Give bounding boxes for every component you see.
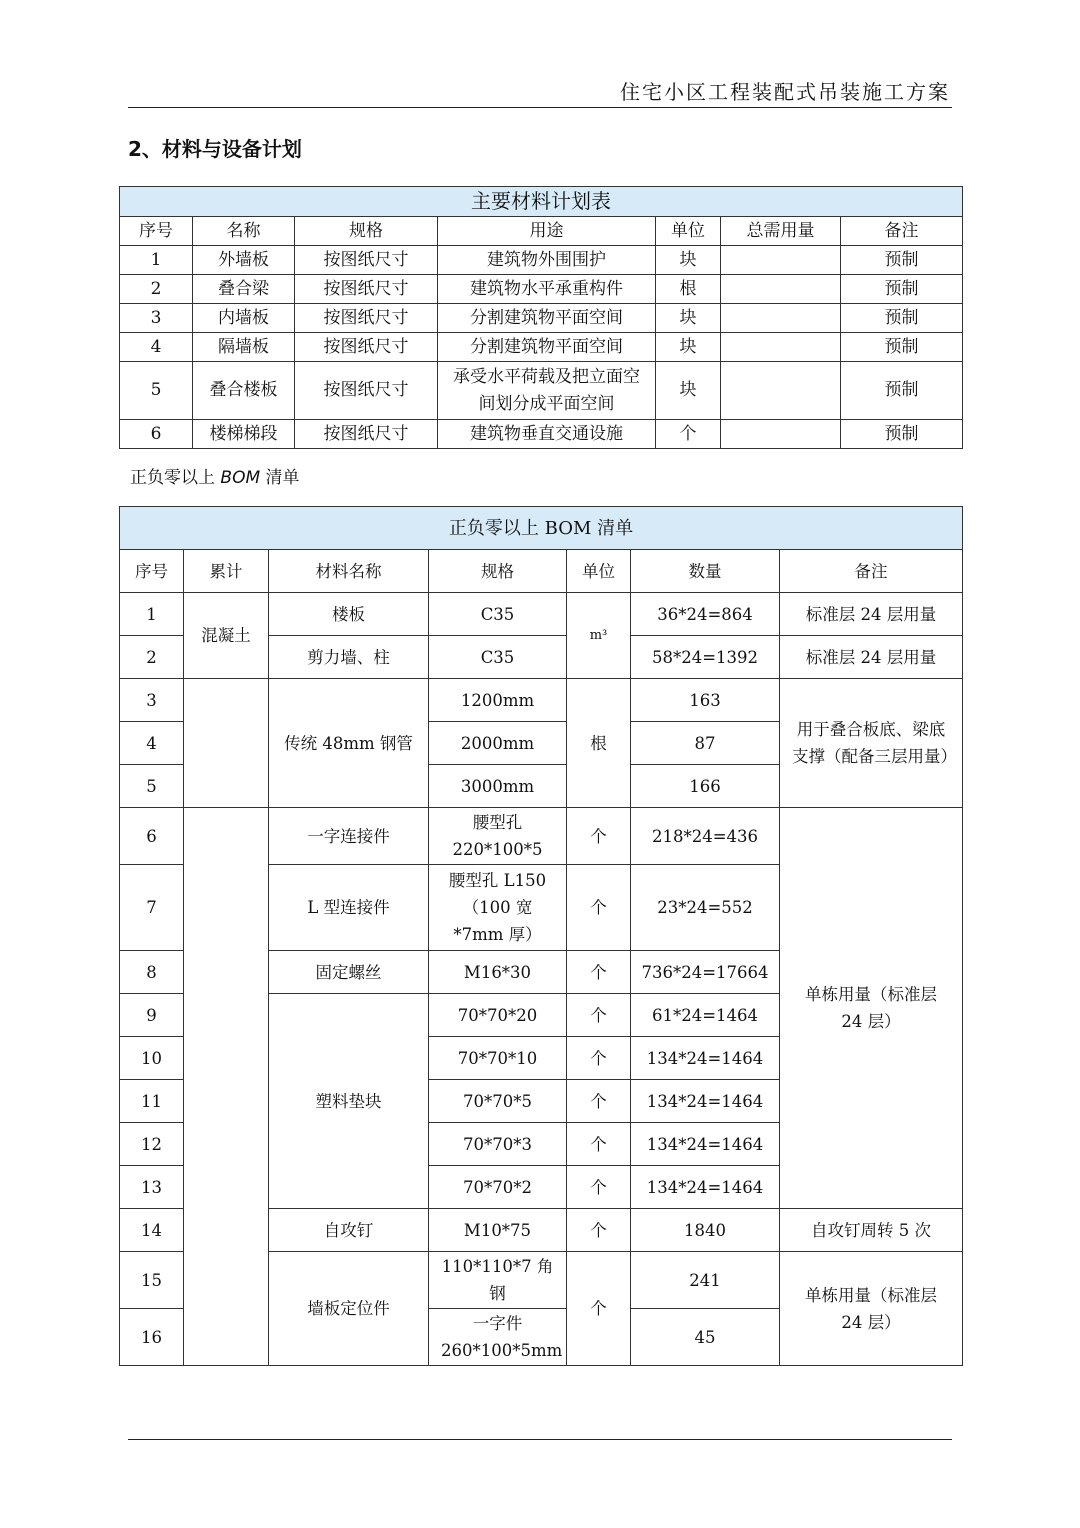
header-cell: 规格: [295, 217, 438, 246]
cell: 预制: [841, 333, 963, 362]
bom-caption: [130, 464, 300, 492]
cell: 预制: [841, 304, 963, 333]
cell: 9: [120, 994, 184, 1037]
cell: 1: [120, 246, 193, 275]
cell: [721, 304, 841, 333]
cell: 单栋用量（标准层 24 层）: [780, 808, 963, 1209]
header-cell: 累计: [184, 550, 269, 593]
cell: 70*70*2: [429, 1166, 567, 1209]
cell: 个: [567, 951, 631, 994]
table-caption: 主要材料计划表: [120, 187, 963, 217]
cell: 58*24=1392: [631, 636, 780, 679]
section-title: 2、材料与设备计划: [128, 137, 302, 161]
cell: [721, 362, 841, 420]
cell: 墙板定位件: [269, 1252, 429, 1366]
cell: 个: [567, 994, 631, 1037]
cell: 11: [120, 1080, 184, 1123]
cell: 叠合楼板: [193, 362, 295, 420]
cell: 个: [567, 1080, 631, 1123]
cell: 个: [656, 420, 721, 449]
cell: 腰型孔 220*100*5: [429, 808, 567, 865]
cell: [184, 808, 269, 1366]
cell: 按图纸尺寸: [295, 333, 438, 362]
cell: 内墙板: [193, 304, 295, 333]
cell: 2: [120, 275, 193, 304]
cell: 建筑物垂直交通设施: [438, 420, 656, 449]
cell: 1840: [631, 1209, 780, 1252]
cell: 楼梯梯段: [193, 420, 295, 449]
cell: 腰型孔 L150（100 宽*7mm 厚）: [429, 865, 567, 951]
cell: 单栋用量（标准层 24 层）: [780, 1252, 963, 1366]
cell: 分割建筑物平面空间: [438, 333, 656, 362]
cell: 建筑物水平承重构件: [438, 275, 656, 304]
cell: 根: [567, 679, 631, 808]
cell: 预制: [841, 362, 963, 420]
cell: 163: [631, 679, 780, 722]
footer-divider: [128, 1439, 952, 1440]
cell: 16: [120, 1309, 184, 1366]
cell: 70*70*20: [429, 994, 567, 1037]
header-cell: 备注: [780, 550, 963, 593]
cell: 根: [656, 275, 721, 304]
cell: 15: [120, 1252, 184, 1309]
cell: 166: [631, 765, 780, 808]
cell: 隔墙板: [193, 333, 295, 362]
cell: 134*24=1464: [631, 1037, 780, 1080]
cell: 个: [567, 808, 631, 865]
cell: 个: [567, 865, 631, 951]
cell: 个: [567, 1166, 631, 1209]
cell: 用于叠合板底、梁底支撑（配备三层用量）: [780, 679, 963, 808]
cell: [721, 420, 841, 449]
cell: 6: [120, 420, 193, 449]
table-row: [120, 304, 963, 333]
cell: 70*70*5: [429, 1080, 567, 1123]
document-title: 住宅小区工程装配式吊装施工方案: [620, 80, 950, 104]
table-row: [120, 246, 963, 275]
header-cell: 名称: [193, 217, 295, 246]
header-cell: 材料名称: [269, 550, 429, 593]
cell: 70*70*3: [429, 1123, 567, 1166]
cell: [721, 275, 841, 304]
cell: 楼板: [269, 593, 429, 636]
cell: 自攻钉周转 5 次: [780, 1209, 963, 1252]
cell: 12: [120, 1123, 184, 1166]
cell: [184, 679, 269, 808]
cell: 自攻钉: [269, 1209, 429, 1252]
cell: 塑料垫块: [269, 994, 429, 1209]
cell: 标准层 24 层用量: [780, 593, 963, 636]
main-materials-table: [119, 186, 963, 449]
header-cell: 单位: [656, 217, 721, 246]
cell: 预制: [841, 420, 963, 449]
cell: 混凝土: [184, 593, 269, 679]
cell: 13: [120, 1166, 184, 1209]
cell: 预制: [841, 275, 963, 304]
cell: 8: [120, 951, 184, 994]
cell: 一字连接件: [269, 808, 429, 865]
cell: 个: [567, 1037, 631, 1080]
cell: 按图纸尺寸: [295, 420, 438, 449]
cell: 7: [120, 865, 184, 951]
cell: 70*70*10: [429, 1037, 567, 1080]
cell: 6: [120, 808, 184, 865]
cell: 个: [567, 1209, 631, 1252]
cell: [721, 246, 841, 275]
header-cell: 总需用量: [721, 217, 841, 246]
table-caption: 正负零以上 BOM 清单: [120, 507, 963, 550]
cell: 736*24=17664: [631, 951, 780, 994]
cell: 按图纸尺寸: [295, 246, 438, 275]
table-row: [120, 275, 963, 304]
cell: L 型连接件: [269, 865, 429, 951]
header-cell: 备注: [841, 217, 963, 246]
header-cell: 用途: [438, 217, 656, 246]
cell: 45: [631, 1309, 780, 1366]
cell: 剪力墙、柱: [269, 636, 429, 679]
cell: m³: [567, 593, 631, 679]
cell: C35: [429, 636, 567, 679]
header-cell: 规格: [429, 550, 567, 593]
cell: 4: [120, 722, 184, 765]
bom-caption-prefix: 正负零以上: [130, 468, 215, 488]
cell: 固定螺丝: [269, 951, 429, 994]
header-cell: 单位: [567, 550, 631, 593]
cell: 3000mm: [429, 765, 567, 808]
table-row: [120, 808, 963, 865]
cell: C35: [429, 593, 567, 636]
cell: 1: [120, 593, 184, 636]
cell: 134*24=1464: [631, 1080, 780, 1123]
cell: 241: [631, 1252, 780, 1309]
cell: M16*30: [429, 951, 567, 994]
cell: 5: [120, 362, 193, 420]
cell: 134*24=1464: [631, 1166, 780, 1209]
cell: 14: [120, 1209, 184, 1252]
cell: 10: [120, 1037, 184, 1080]
cell: 218*24=436: [631, 808, 780, 865]
cell: 3: [120, 679, 184, 722]
cell: 110*110*7 角钢: [429, 1252, 567, 1309]
cell: 块: [656, 246, 721, 275]
cell: 2: [120, 636, 184, 679]
header-cell: 序号: [120, 217, 193, 246]
cell: 个: [567, 1123, 631, 1166]
cell: 预制: [841, 246, 963, 275]
header-cell: 序号: [120, 550, 184, 593]
cell: M10*75: [429, 1209, 567, 1252]
table-header-row: [120, 550, 963, 593]
bom-caption-suffix: 清单: [265, 468, 300, 488]
page-header: [128, 78, 952, 108]
cell: [721, 333, 841, 362]
cell: 传统 48mm 钢管: [269, 679, 429, 808]
table-row: [120, 593, 963, 636]
cell: 块: [656, 362, 721, 420]
cell: 标准层 24 层用量: [780, 636, 963, 679]
cell: 23*24=552: [631, 865, 780, 951]
cell: 承受水平荷载及把立面空间划分成平面空间: [438, 362, 656, 420]
cell: 134*24=1464: [631, 1123, 780, 1166]
bom-caption-bom: BOM: [220, 468, 261, 488]
cell: 按图纸尺寸: [295, 362, 438, 420]
cell: 36*24=864: [631, 593, 780, 636]
cell: 87: [631, 722, 780, 765]
cell: 5: [120, 765, 184, 808]
cell: 4: [120, 333, 193, 362]
cell: 1200mm: [429, 679, 567, 722]
cell: 按图纸尺寸: [295, 275, 438, 304]
cell: 叠合梁: [193, 275, 295, 304]
header-cell: 数量: [631, 550, 780, 593]
cell: 建筑物外围围护: [438, 246, 656, 275]
cell: 分割建筑物平面空间: [438, 304, 656, 333]
table-row: [120, 420, 963, 449]
cell: 外墙板: [193, 246, 295, 275]
cell: 61*24=1464: [631, 994, 780, 1037]
table-row: [120, 362, 963, 420]
cell: 按图纸尺寸: [295, 304, 438, 333]
table-header-row: [120, 217, 963, 246]
bom-table: [119, 506, 963, 1366]
table-row: [120, 679, 963, 722]
cell: 一字件 260*100*5mm: [429, 1309, 567, 1366]
table-row: [120, 333, 963, 362]
cell: 块: [656, 304, 721, 333]
cell: 块: [656, 333, 721, 362]
cell: 个: [567, 1252, 631, 1366]
cell: 2000mm: [429, 722, 567, 765]
cell: 3: [120, 304, 193, 333]
